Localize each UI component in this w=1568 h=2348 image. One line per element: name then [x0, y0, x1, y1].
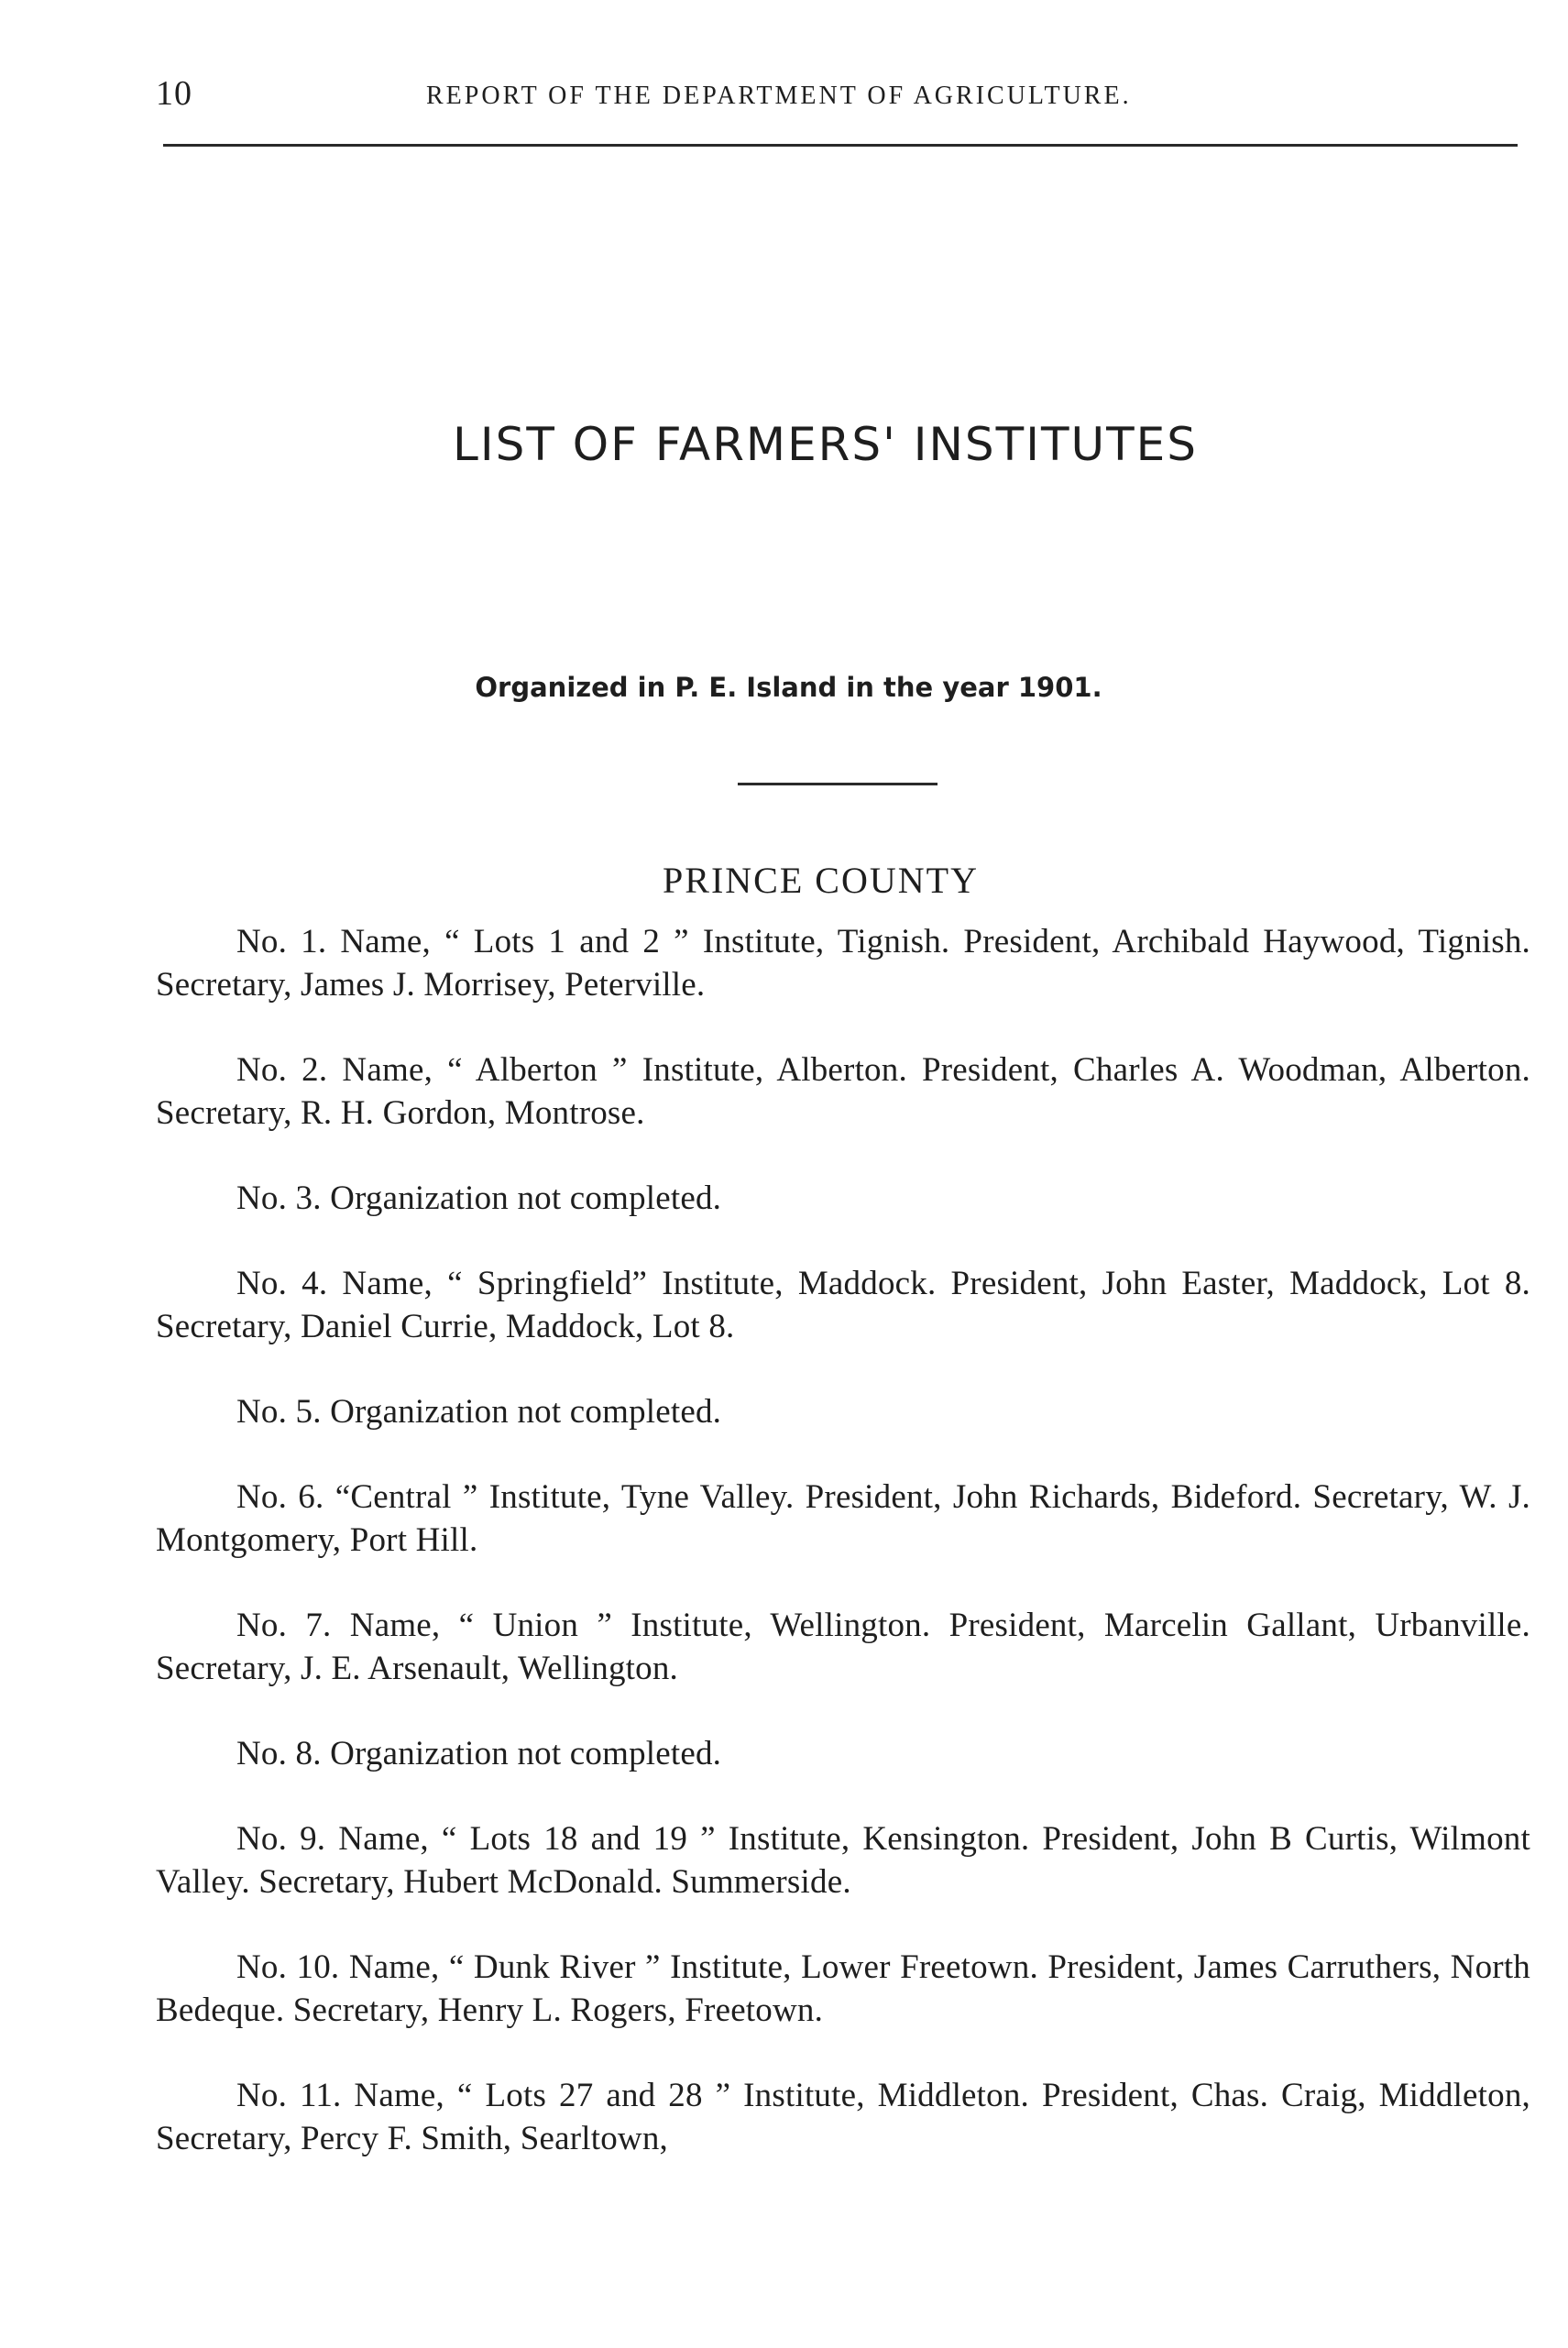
section-divider — [738, 783, 938, 785]
list-item: No. 8. Organization not completed. — [236, 1735, 722, 1772]
list-item: No. 4. Name, “ Springfield” Institute, Maddock. President, John Easter, Maddock, Lot 8. Secretary, Daniel Currie, Maddock, Lot 8. — [156, 1265, 1530, 1345]
list-item: No. 10. Name, “ Dunk River ” Institute, Lower Freetown. President, James Carruthers, North Bedeque. Secretary, Henry L. Rogers, Freetown. — [156, 1948, 1530, 2029]
list-item: No. 2. Name, “ Alberton ” Institute, Alberton. President, Charles A. Woodman, Alberton. Secretary, R. H. Gordon, Montrose. — [156, 1051, 1530, 1132]
list-item: No. 7. Name, “ Union ” Institute, Wellington. President, Marcelin Gallant, Urbanville. Secretary, J. E. Arsenault, Wellington. — [156, 1607, 1530, 1687]
list-item: No. 6. “Central ” Institute, Tyne Valley. President, John Richards, Bideford. Secretary, W. J. Montgomery, Port Hill. — [156, 1478, 1530, 1559]
list-item: No. 9. Name, “ Lots 18 and 19 ” Institute, Kensington. President, John B Curtis, Wilmont Valley. Secretary, Hubert McDonald. Summerside. — [156, 1820, 1530, 1901]
page-subtitle: Organized in P. E. Island in the year 1901. — [475, 672, 1102, 703]
list-item: No. 3. Organization not completed. — [236, 1179, 722, 1217]
page-number: 10 — [156, 74, 192, 113]
institute-list — [156, 920, 1530, 2202]
section-heading: PRINCE COUNTY — [663, 860, 979, 901]
page-title: LIST OF FARMERS' INSTITUTES — [453, 418, 1198, 471]
running-header — [156, 73, 1521, 119]
list-item: No. 5. Organization not completed. — [236, 1393, 722, 1431]
running-title: REPORT OF THE DEPARTMENT OF AGRICULTURE. — [426, 82, 1132, 110]
header-rule — [163, 144, 1518, 147]
list-item: No. 11. Name, “ Lots 27 and 28 ” Institute, Middleton. President, Chas. Craig, Middleton, Secretary, Percy F. Smith, Searltown, — [156, 2077, 1530, 2157]
list-item: No. 1. Name, “ Lots 1 and 2 ” Institute, Tignish. President, Archibald Haywood, Tignish. Secretary, James J. Morrisey, Peterville. — [156, 923, 1530, 1004]
